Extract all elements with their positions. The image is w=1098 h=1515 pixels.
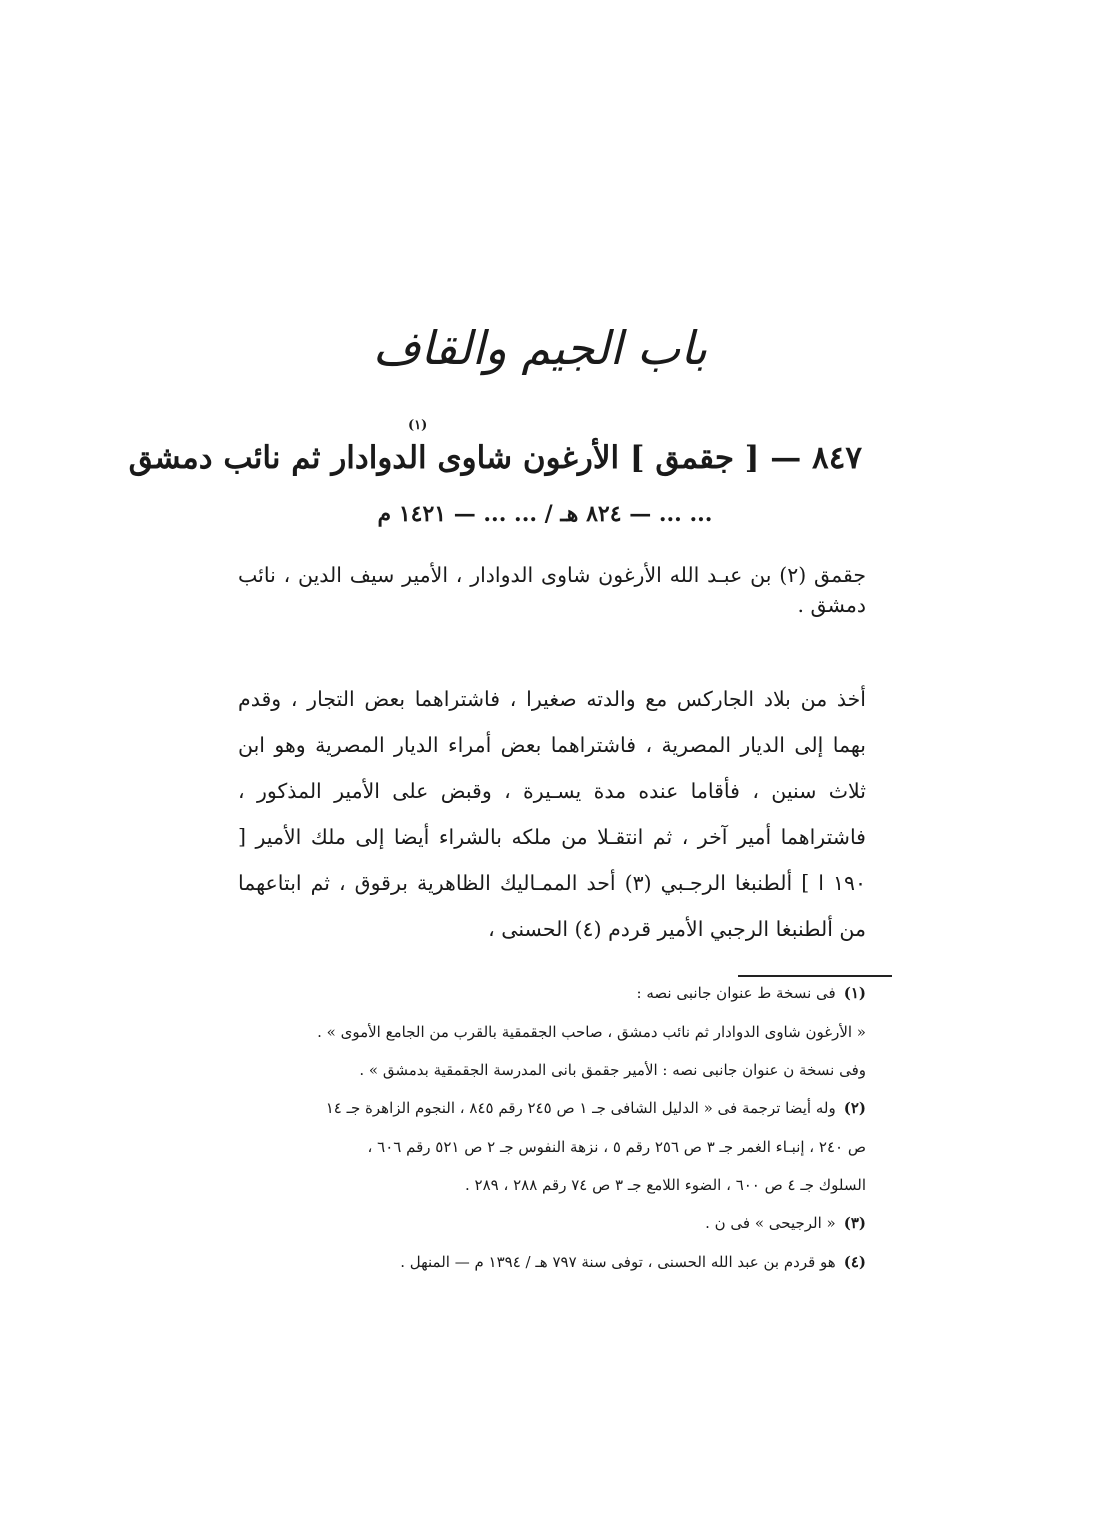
footnote-line: السلوك جـ ٤ ص ٦٠٠ ، الضوء اللامع جـ ٣ ص ٧٤ رقم ٢٨٨ ، ٢٨٩ . — [465, 1176, 866, 1194]
footnote-line: ص ٢٤٠ ، إنبـاء الغمر جـ ٣ ص ٢٥٦ رقم ٥ ، نزهة النفوس جـ ٢ ص ٥٢١ رقم ٦٠٦ ، — [367, 1138, 866, 1156]
paragraph-biography: أخذ من بلاد الجاركس مع والدته صغيرا ، فاشتراهما بعض التجار ، وقدم بهما إلى الديار المصرية ، فاشتراهما بعض أمراء الديار المصرية وهو ابن ثلاث سنين ، فأقاما عنده مدة يسـيرة ، وقبض على الأمير المذكور ، فاشتراهما أمير آخر ، ثم انتقـلا من ملكه بالشراء أيضا إلى ملك الأمير [ ١٩٠ ا ] ألطنبغا الرجـبي (٣) أحد الممـاليك الظاهرية برقوق ، ثم ابتاعهما من ألطنبغا الرجبي الأمير قردم (٤) الحسنى ، — [238, 687, 866, 941]
footnote-line: وفى نسخة ن عنوان جانبى نصه : الأمير جقمق بانى المدرسة الجقمقية بدمشق » . — [359, 1061, 866, 1079]
footnotes — [238, 982, 866, 1290]
footnote-line: (٣)« الرجيحى » فى ن . — [705, 1214, 866, 1232]
footnote-line: (٢)وله أيضا ترجمة فى « الدليل الشافى جـ ١ ص ٢٤٥ رقم ٨٤٥ ، النجوم الزاهرة جـ ١٤ — [325, 1099, 866, 1117]
footnote-line: (٤)هو قردم بن عبد الله الحسنى ، توفى سنة ٧٩٧ هـ / ١٣٩٤ م — المنهل . — [400, 1253, 866, 1271]
footnote-divider — [738, 975, 892, 977]
entry-dates: ... ... — ٨٢٤ هـ / ... ... — ١٤٢١ م — [377, 501, 713, 527]
paragraph-intro: جقمق (٢) بن عبـد الله الأرغون شاوى الدوادار ، الأمير سيف الدين ، نائب دمشق . — [238, 563, 866, 617]
footnote-line: « الأرغون شاوى الدوادار ثم نائب دمشق ، صاحب الجقمقية بالقرب من الجامع الأموى » . — [317, 1023, 866, 1041]
heading-footnote-marker: (١) — [408, 418, 428, 433]
footnote-line: (١)فى نسخة ط عنوان جانبى نصه : — [636, 984, 866, 1002]
entry-heading: ٨٤٧ — [ جقمق ] الأرغون شاوى الدوادار ثم نائب دمشق — [128, 440, 862, 476]
chapter-title: باب الجيم والقاف — [372, 321, 708, 375]
